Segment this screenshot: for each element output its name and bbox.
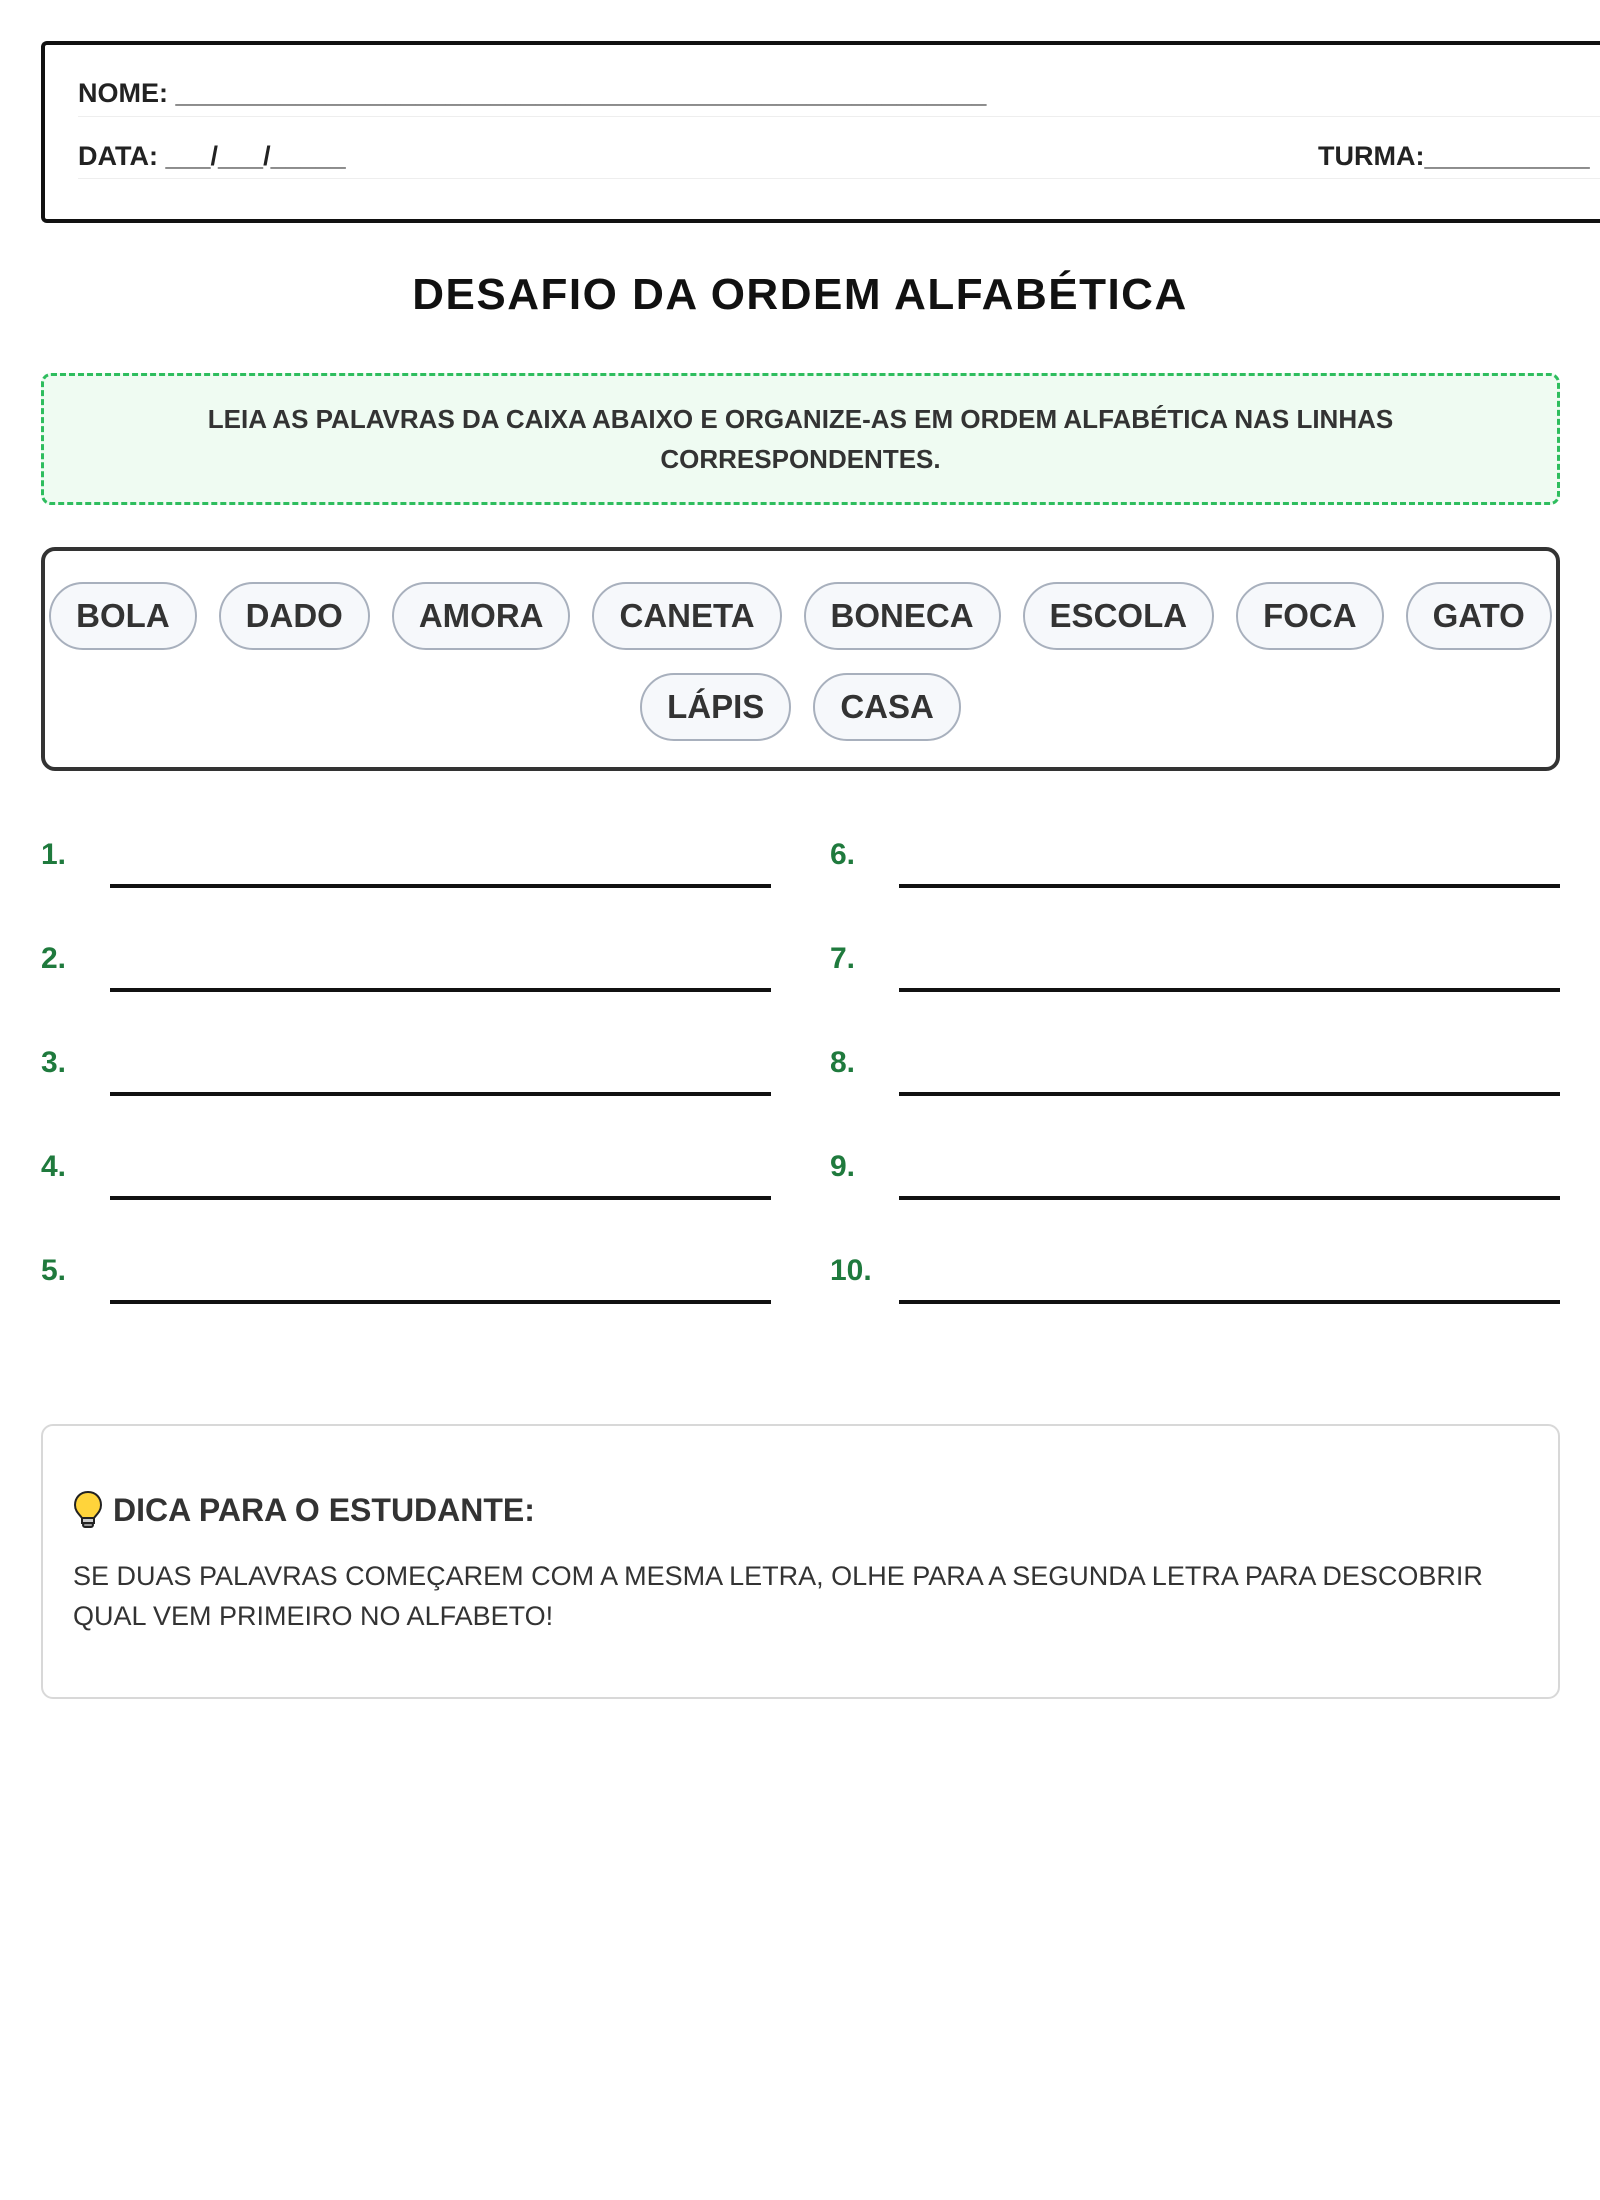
instruction-text: LEIA AS PALAVRAS DA CAIXA ABAIXO E ORGANIZE-AS EM ORDEM ALFABÉTICA NAS LINHAS CORRESPONDENTES. (207, 404, 1394, 474)
word-chip: LÁPIS (640, 673, 791, 741)
name-field[interactable]: NOME: ______________________________________________________ (78, 78, 987, 108)
page-title: DESAFIO DA ORDEM ALFABÉTICA (412, 270, 1188, 319)
answer-line[interactable] (110, 1092, 771, 1096)
class-field[interactable]: TURMA:___________ (1318, 141, 1590, 171)
student-info-header (41, 41, 1600, 223)
instruction-box (41, 373, 1560, 505)
answer-line[interactable] (110, 988, 771, 992)
word-chip: BOLA (49, 582, 197, 650)
answer-column-right (830, 832, 1560, 1352)
lightbulb-icon (73, 1490, 103, 1530)
word-chip: DADO (219, 582, 370, 650)
word-chip: CASA (813, 673, 961, 741)
tip-text: SE DUAS PALAVRAS COMEÇAREM COM A MESMA LETRA, OLHE PARA A SEGUNDA LETRA PARA DESCOBRIR QUAL VEM PRIMEIRO NO ALFABETO! (73, 1561, 1483, 1631)
answer-line[interactable] (899, 1196, 1560, 1200)
answer-number: 7. (830, 942, 856, 975)
answer-item (830, 936, 1560, 1040)
answer-line[interactable] (899, 1092, 1560, 1096)
answer-item (41, 832, 771, 936)
answer-number: 8. (830, 1046, 856, 1079)
tip-box (41, 1424, 1560, 1699)
word-chip: BONECA (804, 582, 1001, 650)
answer-line[interactable] (110, 1300, 771, 1304)
word-bank-row (45, 673, 1556, 741)
answer-column-left (41, 832, 771, 1352)
answer-number: 1. (41, 838, 67, 871)
answer-number: 4. (41, 1150, 67, 1183)
answer-item (830, 832, 1560, 936)
answer-item (830, 1040, 1560, 1144)
date-field[interactable]: DATA: ___/___/_____ (78, 141, 346, 171)
answer-item (41, 1144, 771, 1248)
word-chip: GATO (1406, 582, 1552, 650)
answer-item (41, 1040, 771, 1144)
answer-number: 10. (830, 1254, 872, 1287)
word-chip: CANETA (592, 582, 781, 650)
header-divider (78, 116, 1600, 117)
tip-heading-label: DICA PARA O ESTUDANTE: (113, 1491, 535, 1528)
answer-number: 3. (41, 1046, 67, 1079)
answer-number: 2. (41, 942, 67, 975)
word-bank (41, 547, 1560, 771)
word-chip: ESCOLA (1023, 582, 1215, 650)
answer-item (830, 1248, 1560, 1352)
header-divider (78, 178, 1600, 179)
word-chip: AMORA (392, 582, 571, 650)
answer-number: 5. (41, 1254, 67, 1287)
tip-heading (73, 1490, 535, 1530)
answer-line[interactable] (110, 884, 771, 888)
answer-line[interactable] (899, 988, 1560, 992)
answer-number: 9. (830, 1150, 856, 1183)
word-chip: FOCA (1236, 582, 1384, 650)
answer-line[interactable] (899, 1300, 1560, 1304)
answer-line[interactable] (110, 1196, 771, 1200)
answer-item (41, 1248, 771, 1352)
answer-number: 6. (830, 838, 856, 871)
answer-item (41, 936, 771, 1040)
answer-line[interactable] (899, 884, 1560, 888)
word-bank-row (45, 582, 1556, 650)
answer-item (830, 1144, 1560, 1248)
